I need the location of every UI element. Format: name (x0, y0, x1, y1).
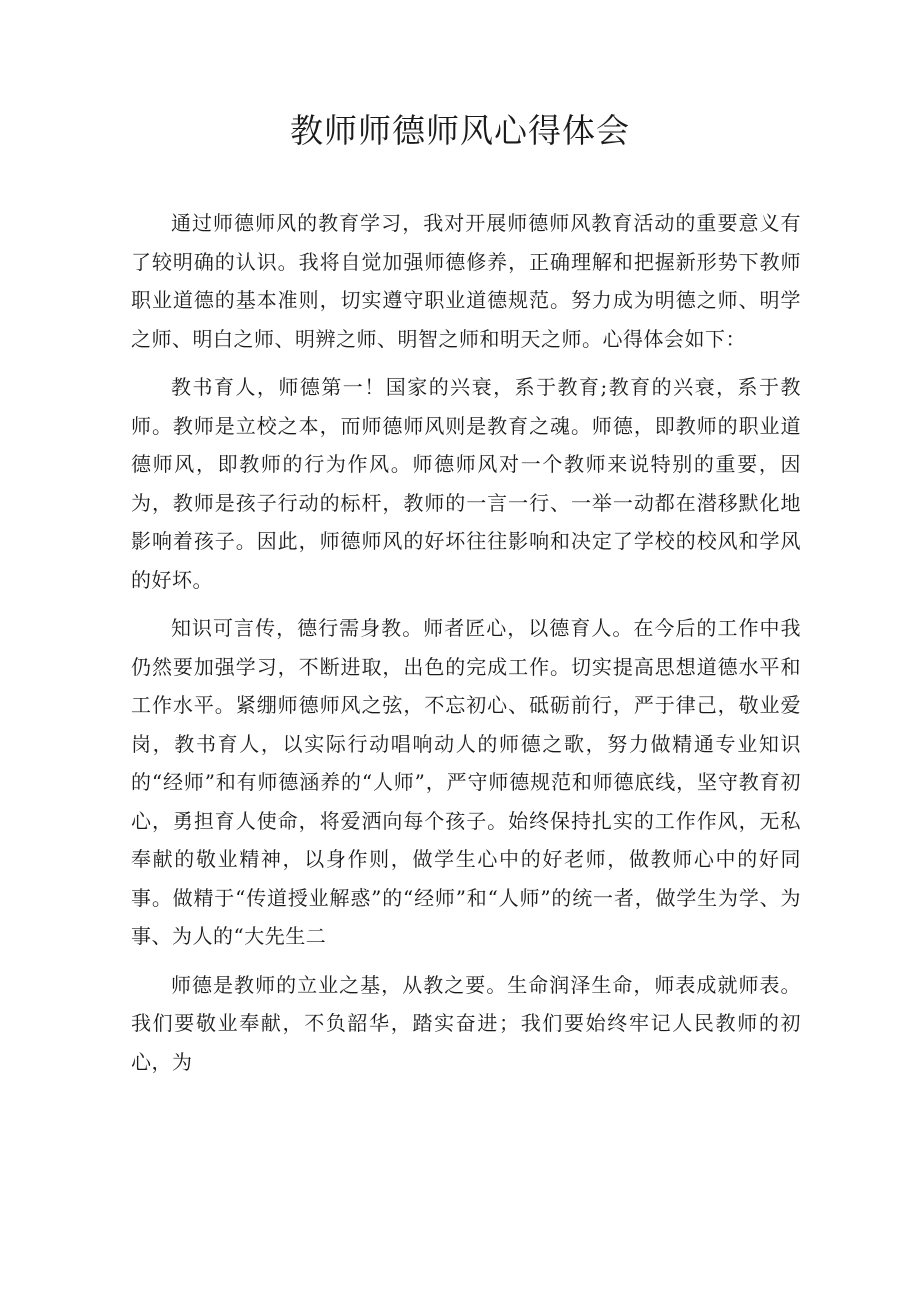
paragraph-2: 教书育人，师德第一！国家的兴衰，系于教育;教育的兴衰，系于教师。教师是立校之本，而师德师风则是教育之魂。师德，即教师的职业道德师风，即教师的行为作风。师德师风对一个教师来说特别的重要，因为，教师是孩子行动的标杆，教师的一言一行、一举一动都在潜移默化地影响着孩子。因此，师德师风的好坏往往影响和决定了学校的校风和学风的好坏。 (131, 375, 801, 592)
paragraph-3: 知识可言传，德行需身教。师者匠心，以德育人。在今后的工作中我仍然要加强学习，不断进取，出色的完成工作。切实提高思想道德水平和工作水平。紧绷师德师风之弦，不忘初心、砥砺前行，严于律己，敬业爱岗，教书育人，以实际行动唱响动人的师德之歌，努力做精通专业知识的“经师”和有师德涵养的“人师”，严守师德规范和师德底线，坚守教育初心，勇担育人使命，将爱洒向每个孩子。始终保持扎实的工作作风，无私奉献的敬业精神，以身作则，做学生心中的好老师，做教师心中的好同事。做精于“传道授业解惑”的“经师”和“人师”的统一者，做学生为学、为事、为人的“大先生二 (131, 616, 801, 948)
document-title: 教师师德师风心得体会 (290, 111, 630, 150)
paragraph-4: 师德是教师的立业之基，从教之要。生命润泽生命，师表成就师表。我们要敬业奉献，不负韶华，踏实奋进；我们要始终牢记人民教师的初心，为 (131, 972, 801, 1074)
document-body (131, 204, 801, 1091)
paragraph-1: 通过师德师风的教育学习，我对开展师德师风教育活动的重要意义有了较明确的认识。我将自觉加强师德修养，正确理解和把握新形势下教师职业道德的基本准则，切实遵守职业道德规范。努力成为明德之师、明学之师、明白之师、明辨之师、明智之师和明天之师。心得体会如下： (131, 211, 801, 351)
